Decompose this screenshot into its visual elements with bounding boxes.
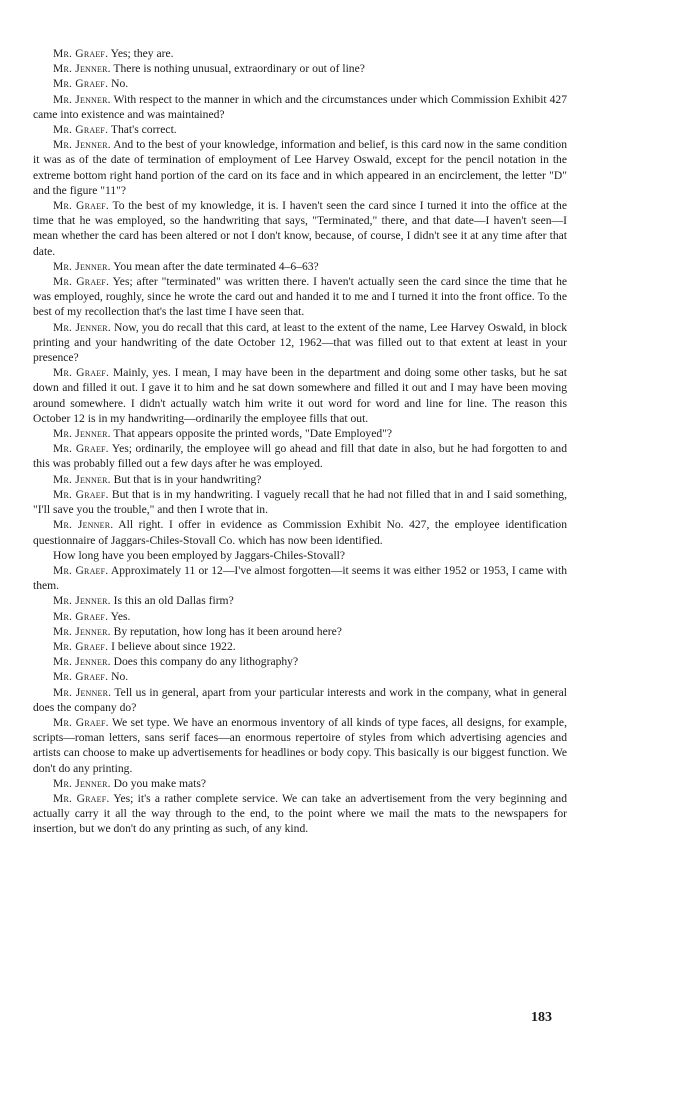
speaker-label: Mr. Graef. [53,639,109,653]
transcript-paragraph [33,76,567,91]
speaker-label: Mr. Graef. [53,563,109,577]
speaker-label: Mr. Jenner. [53,320,111,334]
paragraph-text: Now, you do recall that this card, at least to the extent of the name, Lee Harvey Oswald, in block printing and your handwriting of the date October 12, 1962—that was filled out to that extent at least in your presence? [33,320,567,365]
transcript-paragraph [33,365,567,426]
paragraph-text: Mainly, yes. I mean, I may have been in the department and doing some other tasks, but he sat down and filled it out. I gave it to him and he sat down somewhere and filled it out and I may have been moving around somewhere. I didn't actually watch him write it out word for word and line for line. The reason this October 12 is in my handwriting—ordinarily the employee fills that out. [33,366,567,425]
transcript-paragraph [33,715,567,776]
transcript-paragraph [33,791,567,837]
transcript-paragraph [33,472,567,487]
transcript-paragraph [33,654,567,669]
speaker-label: Mr. Jenner. [53,259,111,273]
transcript-paragraph [33,624,567,639]
paragraph-text: Yes. [110,609,131,623]
paragraph-text: Tell us in general, apart from your particular interests and work in the company, what in general does the company do? [33,685,567,714]
transcript-paragraph [33,92,567,122]
speaker-label: Mr. Jenner. [53,776,111,790]
speaker-label: Mr. Jenner. [53,624,111,638]
paragraph-text: And to the best of your knowledge, information and belief, is this card now in the same condition it was as of the date of termination of employment of Lee Harvey Oswald, except for the pencil notation in the extreme bottom right hand portion of the card on its face and in which appeared in an encirclement, the letter "D" and the figure "11"? [33,138,567,197]
paragraph-text: Yes; after "terminated" was written there. I haven't actually seen the card since the time that he was employed, roughly, since he wrote the card out and handed it to me and I turned it into the front office. To the best of my recollection that's the last time I have seen that. [33,275,568,319]
speaker-label: Mr. Graef. [53,77,109,91]
transcript-paragraph [33,669,567,684]
transcript-paragraph [33,639,567,654]
paragraph-text: That's correct. [110,123,177,137]
paragraph-text: But that is in your handwriting? [113,472,262,486]
transcript-paragraph [33,61,567,76]
paragraph-text: All right. I offer in evidence as Commission Exhibit No. 427, the employee identification questionnaire of Jaggars-Chiles-Stovall Co. which has now been identified. [33,518,568,547]
speaker-label: Mr. Graef. [53,47,109,60]
paragraph-text: By reputation, how long has it been around here? [113,624,342,638]
paragraph-text: To the best of my knowledge, it is. I haven't seen the card since I turned it into the office at the time that he was employed, so the handwriting that says, "Terminated," there, and that date—I haven't seen—I mean whether the card has been altered or not I don't know, because, of course, I didn't see it at any time after that date. [33,199,567,258]
speaker-label: Mr. Jenner. [53,92,111,106]
transcript-paragraph [33,487,567,517]
paragraph-text: Yes; ordinarily, the employee will go ahead and fill that date in also, but he had forgotten to and this was probably filled out a few days after he was employed. [33,442,567,471]
page-number: 183 [531,1010,552,1025]
paragraph-text: No. [111,670,129,684]
paragraph-text: I believe about since 1922. [111,639,236,653]
speaker-label: Mr. Graef. [53,609,109,623]
paragraph-text: With respect to the manner in which and the circumstances under which Commission Exhibit 427 came into existence and was maintained? [33,92,567,121]
speaker-label: Mr. Jenner. [53,655,111,669]
speaker-label: Mr. Jenner. [53,472,111,486]
speaker-label: Mr. Graef. [53,123,109,137]
paragraph-text: Do you make mats? [113,776,207,790]
transcript-paragraph [33,609,567,624]
transcript-paragraph [33,563,567,593]
speaker-label: Mr. Graef. [53,275,110,289]
transcript-paragraph [33,320,567,366]
speaker-label: Mr. Graef. [53,366,110,380]
speaker-label: Mr. Graef. [53,487,109,501]
paragraph-text: We set type. We have an enormous inventory of all kinds of type faces, all designs, for example, scripts—roman letters, sans serif faces—an enormous repertoire of styles from which advertising agencies and artists can choose to make up advertisements for headlines or body copy. This basically is our biggest function. We don't do any printing. [33,715,567,775]
transcript-page [33,46,567,837]
speaker-label: Mr. Jenner. [53,594,111,608]
transcript-paragraph [33,426,567,441]
transcript-paragraph [33,259,567,274]
transcript-paragraph [33,776,567,791]
transcript-paragraph [33,441,567,471]
speaker-label: Mr. Graef. [53,670,109,684]
transcript-paragraph [33,137,567,198]
paragraph-text: There is nothing unusual, extraordinary or out of line? [113,62,365,76]
speaker-label: Mr. Jenner. [53,138,111,152]
paragraph-text: Yes; it's a rather complete service. We can take an advertisement from the very beginning and actually carry it all the way through to the end, to the point where we mail the mats to the newspapers for insertion, but we don't do any printing as such, of any kind. [33,791,568,836]
paragraph-text: Approximately 11 or 12—I've almost forgotten—it seems it was either 1952 or 1953, I came with them. [33,563,567,593]
speaker-label: Mr. Jenner. [53,62,111,76]
paragraph-text: That appears opposite the printed words, "Date Employed"? [113,427,393,441]
paragraph-text: No. [111,77,129,91]
transcript-paragraph [33,685,567,715]
paragraph-text: Yes; they are. [110,47,174,60]
transcript-paragraph [33,46,567,61]
speaker-label: Mr. Jenner. [53,685,112,699]
speaker-label: Mr. Graef. [53,791,110,805]
paragraph-text: Is this an old Dallas firm? [113,594,234,608]
speaker-label: Mr. Jenner. [53,518,114,532]
speaker-label: Mr. Graef. [53,442,109,456]
transcript-body [33,46,567,837]
transcript-paragraph [33,517,567,547]
transcript-paragraph [33,274,567,320]
paragraph-text: How long have you been employed by Jaggars-Chiles-Stovall? [53,548,346,562]
transcript-paragraph [33,122,567,137]
paragraph-text: But that is in my handwriting. I vaguely recall that he had not filled that in and I said something, "I'll save you the trouble," and then I wrote that in. [33,487,567,517]
speaker-label: Mr. Jenner. [53,427,111,441]
speaker-label: Mr. Graef. [53,715,109,729]
transcript-paragraph [33,198,567,259]
speaker-label: Mr. Graef. [53,199,109,213]
transcript-paragraph [33,593,567,608]
paragraph-text: Does this company do any lithography? [113,655,299,669]
transcript-paragraph [33,548,567,563]
paragraph-text: You mean after the date terminated 4–6–63? [113,259,319,273]
